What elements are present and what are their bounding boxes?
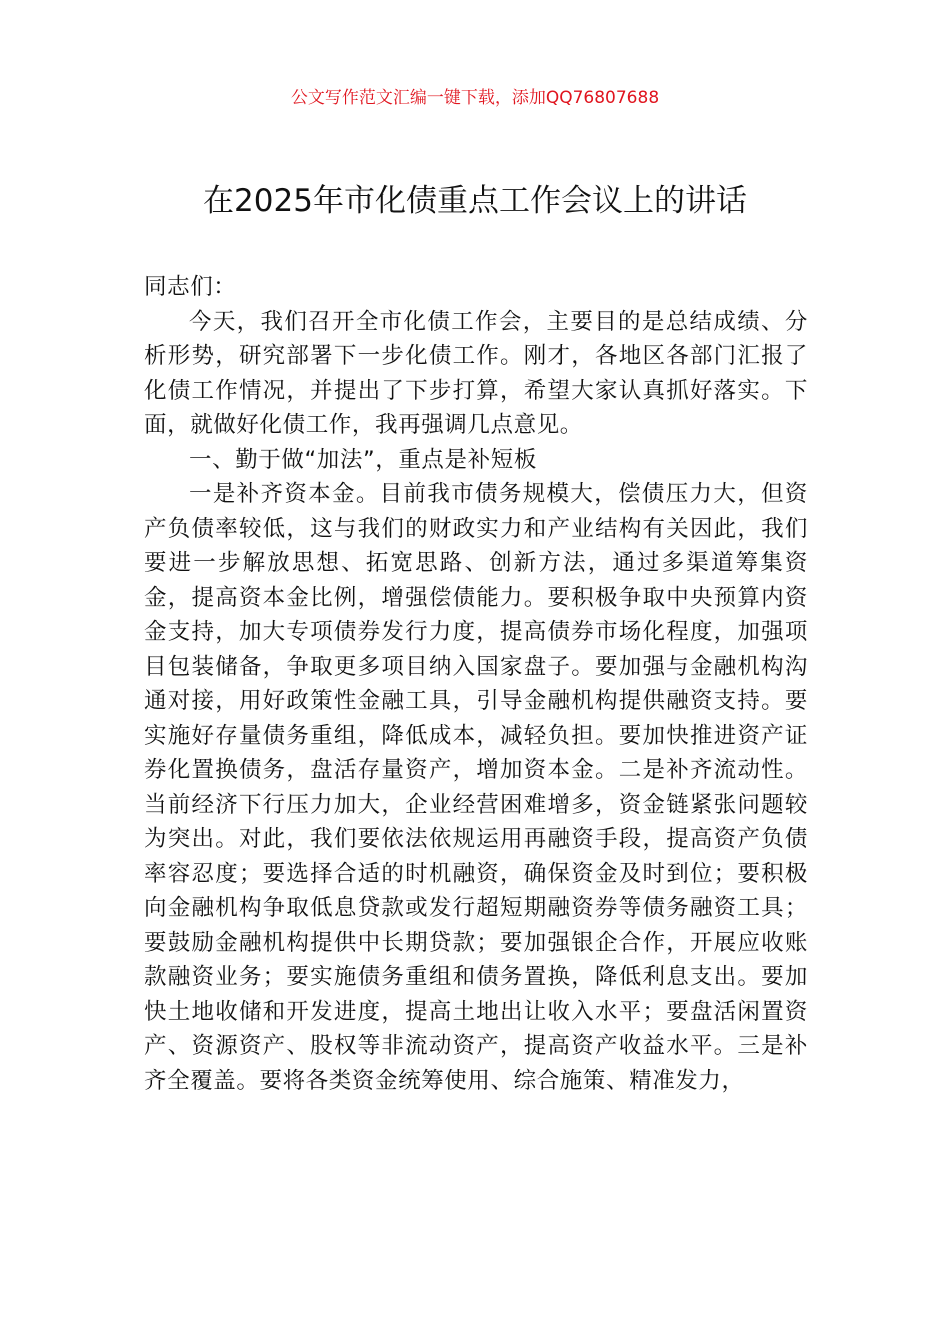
section-one-heading: 一、勤于做“加法”，重点是补短板: [189, 446, 537, 473]
intro-paragraph: 今天，我们召开全市化债工作会，主要目的是总结成绩、分析形势，研究部署下一步化债工作。刚才，各地区各部门汇报了化债工作情况，并提出了下步打算，希望大家认真抓好落实。下面，就做好化债工作，我再强调几点意见。: [144, 308, 808, 438]
download-banner: 公文写作范文汇编一键下载，添加QQ76807688: [290, 88, 660, 108]
section-one-paragraph: 一是补齐资本金。目前我市债务规模大，偿债压力大，但资产负债率较低，这与我们的财政实力和产业结构有关因此，我们要进一步解放思想、拓宽思路、创新方法，通过多渠道筹集资金，提高资本金比例，增强偿债能力。要积极争取中央预算内资金支持，加大专项债券发行力度，提高债券市场化程度，加强项目包装储备，争取更多项目纳入国家盘子。要加强与金融机构沟通对接，用好政策性金融工具，引导金融机构提供融资支持。要实施好存量债务重组，降低成本，减轻负担。要加快推进资产证券化置换债务，盘活存量资产，增加资本金。二是补齐流动性。当前经济下行压力加大，企业经营困难增多，资金链紧张问题较为突出。对此，我们要依法依规运用再融资手段，提高资产负债率容忍度；要选择合适的时机融资，确保资金及时到位；要积极向金融机构争取低息贷款或发行超短期融资券等债务融资工具；要鼓励金融机构提供中长期贷款；要加强银企合作，开展应收账款融资业务；要实施债务重组和债务置换，降低利息支出。要加快土地收储和开发进度，提高土地出让收入水平；要盘活闲置资产、资源资产、股权等非流动资产，提高资产收益水平。三是补齐全覆盖。要将各类资金统筹使用、综合施策、精准发力，: [144, 481, 808, 1094]
document-body: [144, 270, 808, 1098]
salutation: 同志们：: [144, 274, 237, 300]
document-title: 在2025年市化债重点工作会议上的讲话: [203, 183, 747, 219]
